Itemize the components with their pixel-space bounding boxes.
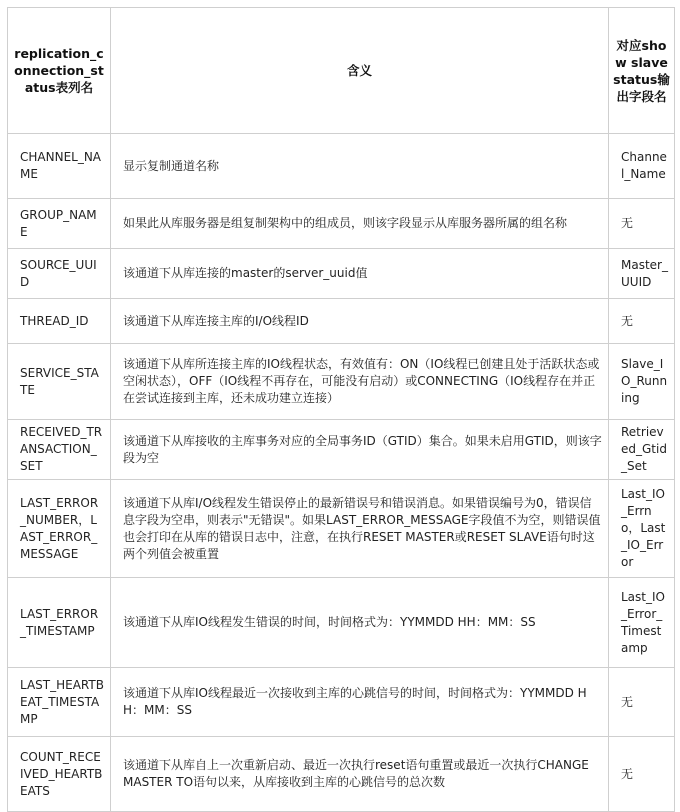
table-header-row — [8, 8, 675, 134]
row-column-name: SOURCE_UUID — [8, 249, 111, 299]
row-column-name: GROUP_NAME — [8, 199, 111, 249]
header-show-slave-field: 对应show slave status输出字段名 — [609, 8, 675, 134]
table-row — [8, 737, 675, 812]
row-field-name: Slave_IO_Running — [609, 344, 675, 420]
row-meaning: 如果此从库服务器是组复制架构中的组成员，则该字段显示从库服务器所属的组名称 — [111, 199, 609, 249]
row-column-name: THREAD_ID — [8, 299, 111, 344]
table-row — [8, 249, 675, 299]
row-meaning: 该通道下从库连接主库的I/O线程ID — [111, 299, 609, 344]
row-column-name: RECEIVED_TRANSACTION_SET — [8, 420, 111, 480]
table-row — [8, 578, 675, 668]
row-field-name: 无 — [609, 668, 675, 737]
table-row — [8, 199, 675, 249]
table-row — [8, 668, 675, 737]
row-field-name: Master_UUID — [609, 249, 675, 299]
replication-status-table — [7, 7, 675, 812]
row-column-name: LAST_ERROR_TIMESTAMP — [8, 578, 111, 668]
table-row — [8, 299, 675, 344]
row-column-name: SERVICE_STATE — [8, 344, 111, 420]
table-row — [8, 344, 675, 420]
row-field-name: Last_IO_Error_Timestamp — [609, 578, 675, 668]
row-field-name: 无 — [609, 737, 675, 812]
row-meaning: 该通道下从库所连接主库的IO线程状态，有效值有：ON（IO线程已创建且处于活跃状态或空闲状态），OFF（IO线程不再存在，可能没有启动）或CONNECTING（IO线程存在并正在尝试连接到主库，还未成功建立连接） — [111, 344, 609, 420]
row-field-name: Channel_Name — [609, 134, 675, 199]
row-column-name: COUNT_RECEIVED_HEARTBEATS — [8, 737, 111, 812]
row-meaning: 该通道下从库自上一次重新启动、最近一次执行reset语句重置或最近一次执行CHANGE MASTER TO语句以来，从库接收到主库的心跳信号的总次数 — [111, 737, 609, 812]
row-meaning: 该通道下从库IO线程发生错误的时间，时间格式为：YYMMDD HH：MM：SS — [111, 578, 609, 668]
row-column-name: CHANNEL_NAME — [8, 134, 111, 199]
row-field-name: Retrieved_Gtid_Set — [609, 420, 675, 480]
header-column-name: replication_connection_status表列名 — [8, 8, 111, 134]
row-column-name: LAST_HEARTBEAT_TIMESTAMP — [8, 668, 111, 737]
row-meaning: 该通道下从库连接的master的server_uuid值 — [111, 249, 609, 299]
row-meaning: 该通道下从库I/O线程发生错误停止的最新错误号和错误消息。如果错误编号为0，错误信息字段为空串，则表示"无错误"。如果LAST_ERROR_MESSAGE字段值不为空，则错误值也会打印在从库的错误日志中，注意，在执行RESET MASTER或RESET SLAVE语句时这两个列值会被重置 — [111, 480, 609, 578]
table-row — [8, 134, 675, 199]
row-field-name: Last_IO_Errno，Last_IO_Error — [609, 480, 675, 578]
row-column-name: LAST_ERROR_NUMBER，LAST_ERROR_MESSAGE — [8, 480, 111, 578]
row-field-name: 无 — [609, 199, 675, 249]
row-meaning: 显示复制通道名称 — [111, 134, 609, 199]
row-field-name: 无 — [609, 299, 675, 344]
row-meaning: 该通道下从库接收的主库事务对应的全局事务ID（GTID）集合。如果未启用GTID，则该字段为空 — [111, 420, 609, 480]
table-row — [8, 480, 675, 578]
header-meaning: 含义 — [111, 8, 609, 134]
row-meaning: 该通道下从库IO线程最近一次接收到主库的心跳信号的时间，时间格式为：YYMMDD HH：MM：SS — [111, 668, 609, 737]
table-row — [8, 420, 675, 480]
